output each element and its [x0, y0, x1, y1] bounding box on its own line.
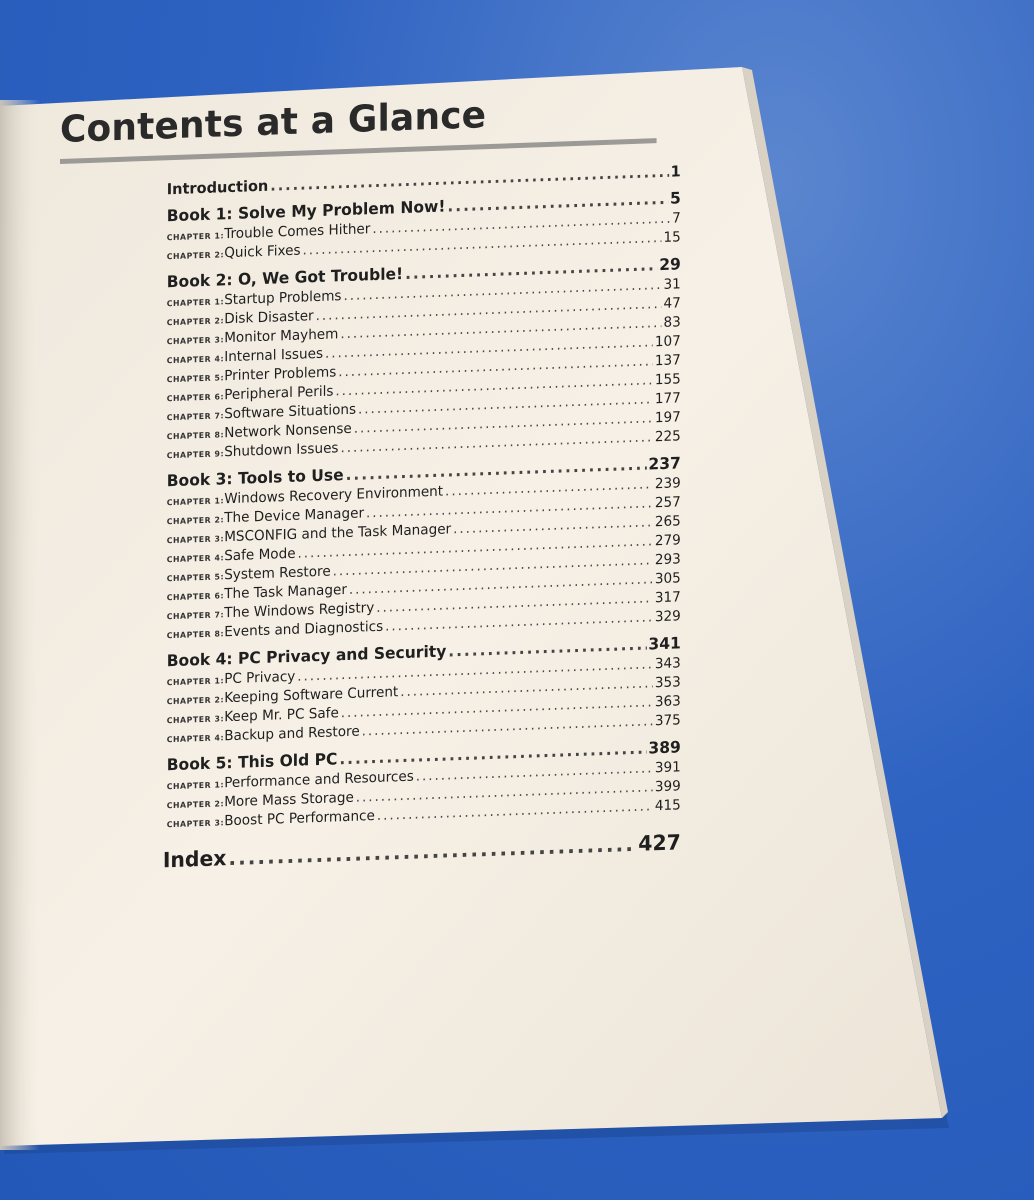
- page-number: 155: [654, 371, 681, 388]
- chapter-label: Keep Mr. PC Safe: [224, 704, 339, 725]
- page-number: 237: [648, 453, 681, 474]
- page-number: 427: [638, 830, 681, 856]
- chapter-label: Monitor Mayhem: [224, 325, 339, 346]
- entry-label: Introduction: [166, 176, 269, 198]
- page-number: 197: [654, 409, 681, 426]
- chapter-tag: CHAPTER 6:: [166, 590, 225, 602]
- chapter-label: Trouble Comes Hither: [224, 220, 371, 242]
- page-number: 225: [654, 428, 681, 445]
- chapter-label: Internal Issues: [224, 345, 324, 365]
- chapter-label: Windows Recovery Environment: [224, 483, 444, 507]
- page-number: 279: [654, 532, 681, 549]
- page-number: 7: [672, 210, 681, 227]
- page-number: 343: [654, 655, 681, 672]
- chapter-label: Performance and Resources: [224, 768, 414, 791]
- page-number: 415: [654, 797, 681, 814]
- page-number: 47: [663, 295, 681, 312]
- page-gutter-shade: [0, 100, 40, 1150]
- chapter-tag: CHAPTER 5:: [166, 571, 225, 583]
- book-label: Book 2: O, We Got Trouble!: [166, 263, 404, 291]
- page-number: 341: [648, 633, 681, 654]
- chapter-tag: CHAPTER 5:: [166, 372, 225, 384]
- page-number: 15: [663, 229, 681, 246]
- page-title: Contents at a Glance: [60, 93, 487, 151]
- chapter-label: Safe Mode: [224, 545, 296, 564]
- page-number: 137: [654, 352, 681, 369]
- chapter-label: More Mass Storage: [224, 789, 354, 810]
- chapter-label: Boost PC Performance: [224, 807, 375, 829]
- page-number: 265: [654, 513, 681, 530]
- chapter-label: Backup and Restore: [224, 723, 360, 744]
- book-label: Book 5: This Old PC: [166, 749, 338, 774]
- page-number: 29: [659, 254, 681, 274]
- chapter-tag: CHAPTER 4:: [166, 552, 225, 564]
- chapter-tag: CHAPTER 1:: [166, 495, 225, 507]
- chapter-tag: CHAPTER 1:: [166, 675, 225, 687]
- chapter-label: MSCONFIG and the Task Manager: [224, 521, 452, 545]
- chapter-tag: CHAPTER 8:: [166, 628, 225, 640]
- page-number: 31: [663, 276, 681, 293]
- page-number: 83: [663, 314, 681, 331]
- chapter-tag: CHAPTER 2:: [166, 694, 225, 706]
- page-number: 293: [654, 551, 681, 568]
- chapter-tag: CHAPTER 9:: [166, 448, 225, 460]
- book-label: Book 4: PC Privacy and Security: [166, 641, 447, 670]
- chapter-label: Shutdown Issues: [224, 439, 339, 460]
- page-number: 363: [654, 693, 681, 710]
- page-number: 257: [654, 494, 681, 511]
- chapter-label: Network Nonsense: [224, 420, 352, 441]
- chapter-label: Quick Fixes: [224, 242, 301, 261]
- chapter-label: The Windows Registry: [224, 599, 375, 621]
- chapter-tag: CHAPTER 4:: [166, 353, 225, 365]
- page-number: 399: [654, 778, 681, 795]
- page-number: 391: [654, 759, 681, 776]
- toc-entries: [162, 162, 681, 873]
- book-label: Book 3: Tools to Use: [166, 464, 344, 490]
- page-number: 107: [654, 333, 681, 350]
- chapter-tag: CHAPTER 1:: [166, 296, 225, 308]
- chapter-label: System Restore: [224, 563, 331, 583]
- page-number: 239: [654, 475, 681, 492]
- chapter-label: Software Situations: [224, 401, 357, 422]
- chapter-tag: CHAPTER 3:: [166, 817, 225, 829]
- chapter-tag: CHAPTER 7:: [166, 410, 225, 422]
- chapter-tag: CHAPTER 3:: [166, 334, 225, 346]
- page-number: 5: [669, 188, 681, 208]
- chapter-tag: CHAPTER 2:: [166, 249, 225, 261]
- chapter-label: The Device Manager: [224, 505, 365, 526]
- chapter-label: Printer Problems: [224, 364, 337, 384]
- chapter-label: Disk Disaster: [224, 307, 314, 327]
- chapter-tag: CHAPTER 7:: [166, 609, 225, 621]
- book-label: Book 1: Solve My Problem Now!: [166, 196, 446, 225]
- chapter-tag: CHAPTER 2:: [166, 315, 225, 327]
- table-of-contents: [60, 84, 797, 876]
- chapter-tag: CHAPTER 2:: [166, 798, 225, 810]
- index-label: Index: [162, 845, 227, 873]
- chapter-tag: CHAPTER 3:: [166, 713, 225, 725]
- chapter-label: Keeping Software Current: [224, 683, 399, 706]
- chapter-tag: CHAPTER 8:: [166, 429, 225, 441]
- chapter-tag: CHAPTER 1:: [166, 779, 225, 791]
- page-number: 177: [654, 390, 681, 407]
- page-number: 353: [654, 674, 681, 691]
- chapter-label: Startup Problems: [224, 287, 342, 308]
- chapter-tag: CHAPTER 4:: [166, 732, 225, 744]
- chapter-tag: CHAPTER 2:: [166, 514, 225, 526]
- chapter-tag: CHAPTER 3:: [166, 533, 225, 545]
- page-number: 375: [654, 712, 681, 729]
- page-number: 389: [648, 737, 681, 758]
- page-number: 1: [670, 162, 681, 181]
- chapter-label: The Task Manager: [224, 581, 347, 602]
- page-number: 317: [654, 589, 681, 606]
- chapter-tag: CHAPTER 6:: [166, 391, 225, 403]
- chapter-label: Events and Diagnostics: [224, 618, 384, 640]
- chapter-label: Peripheral Perils: [224, 383, 334, 403]
- chapter-label: PC Privacy: [224, 668, 296, 687]
- page-number: 305: [654, 570, 681, 587]
- chapter-tag: CHAPTER 1:: [166, 230, 225, 242]
- page-number: 329: [654, 608, 681, 625]
